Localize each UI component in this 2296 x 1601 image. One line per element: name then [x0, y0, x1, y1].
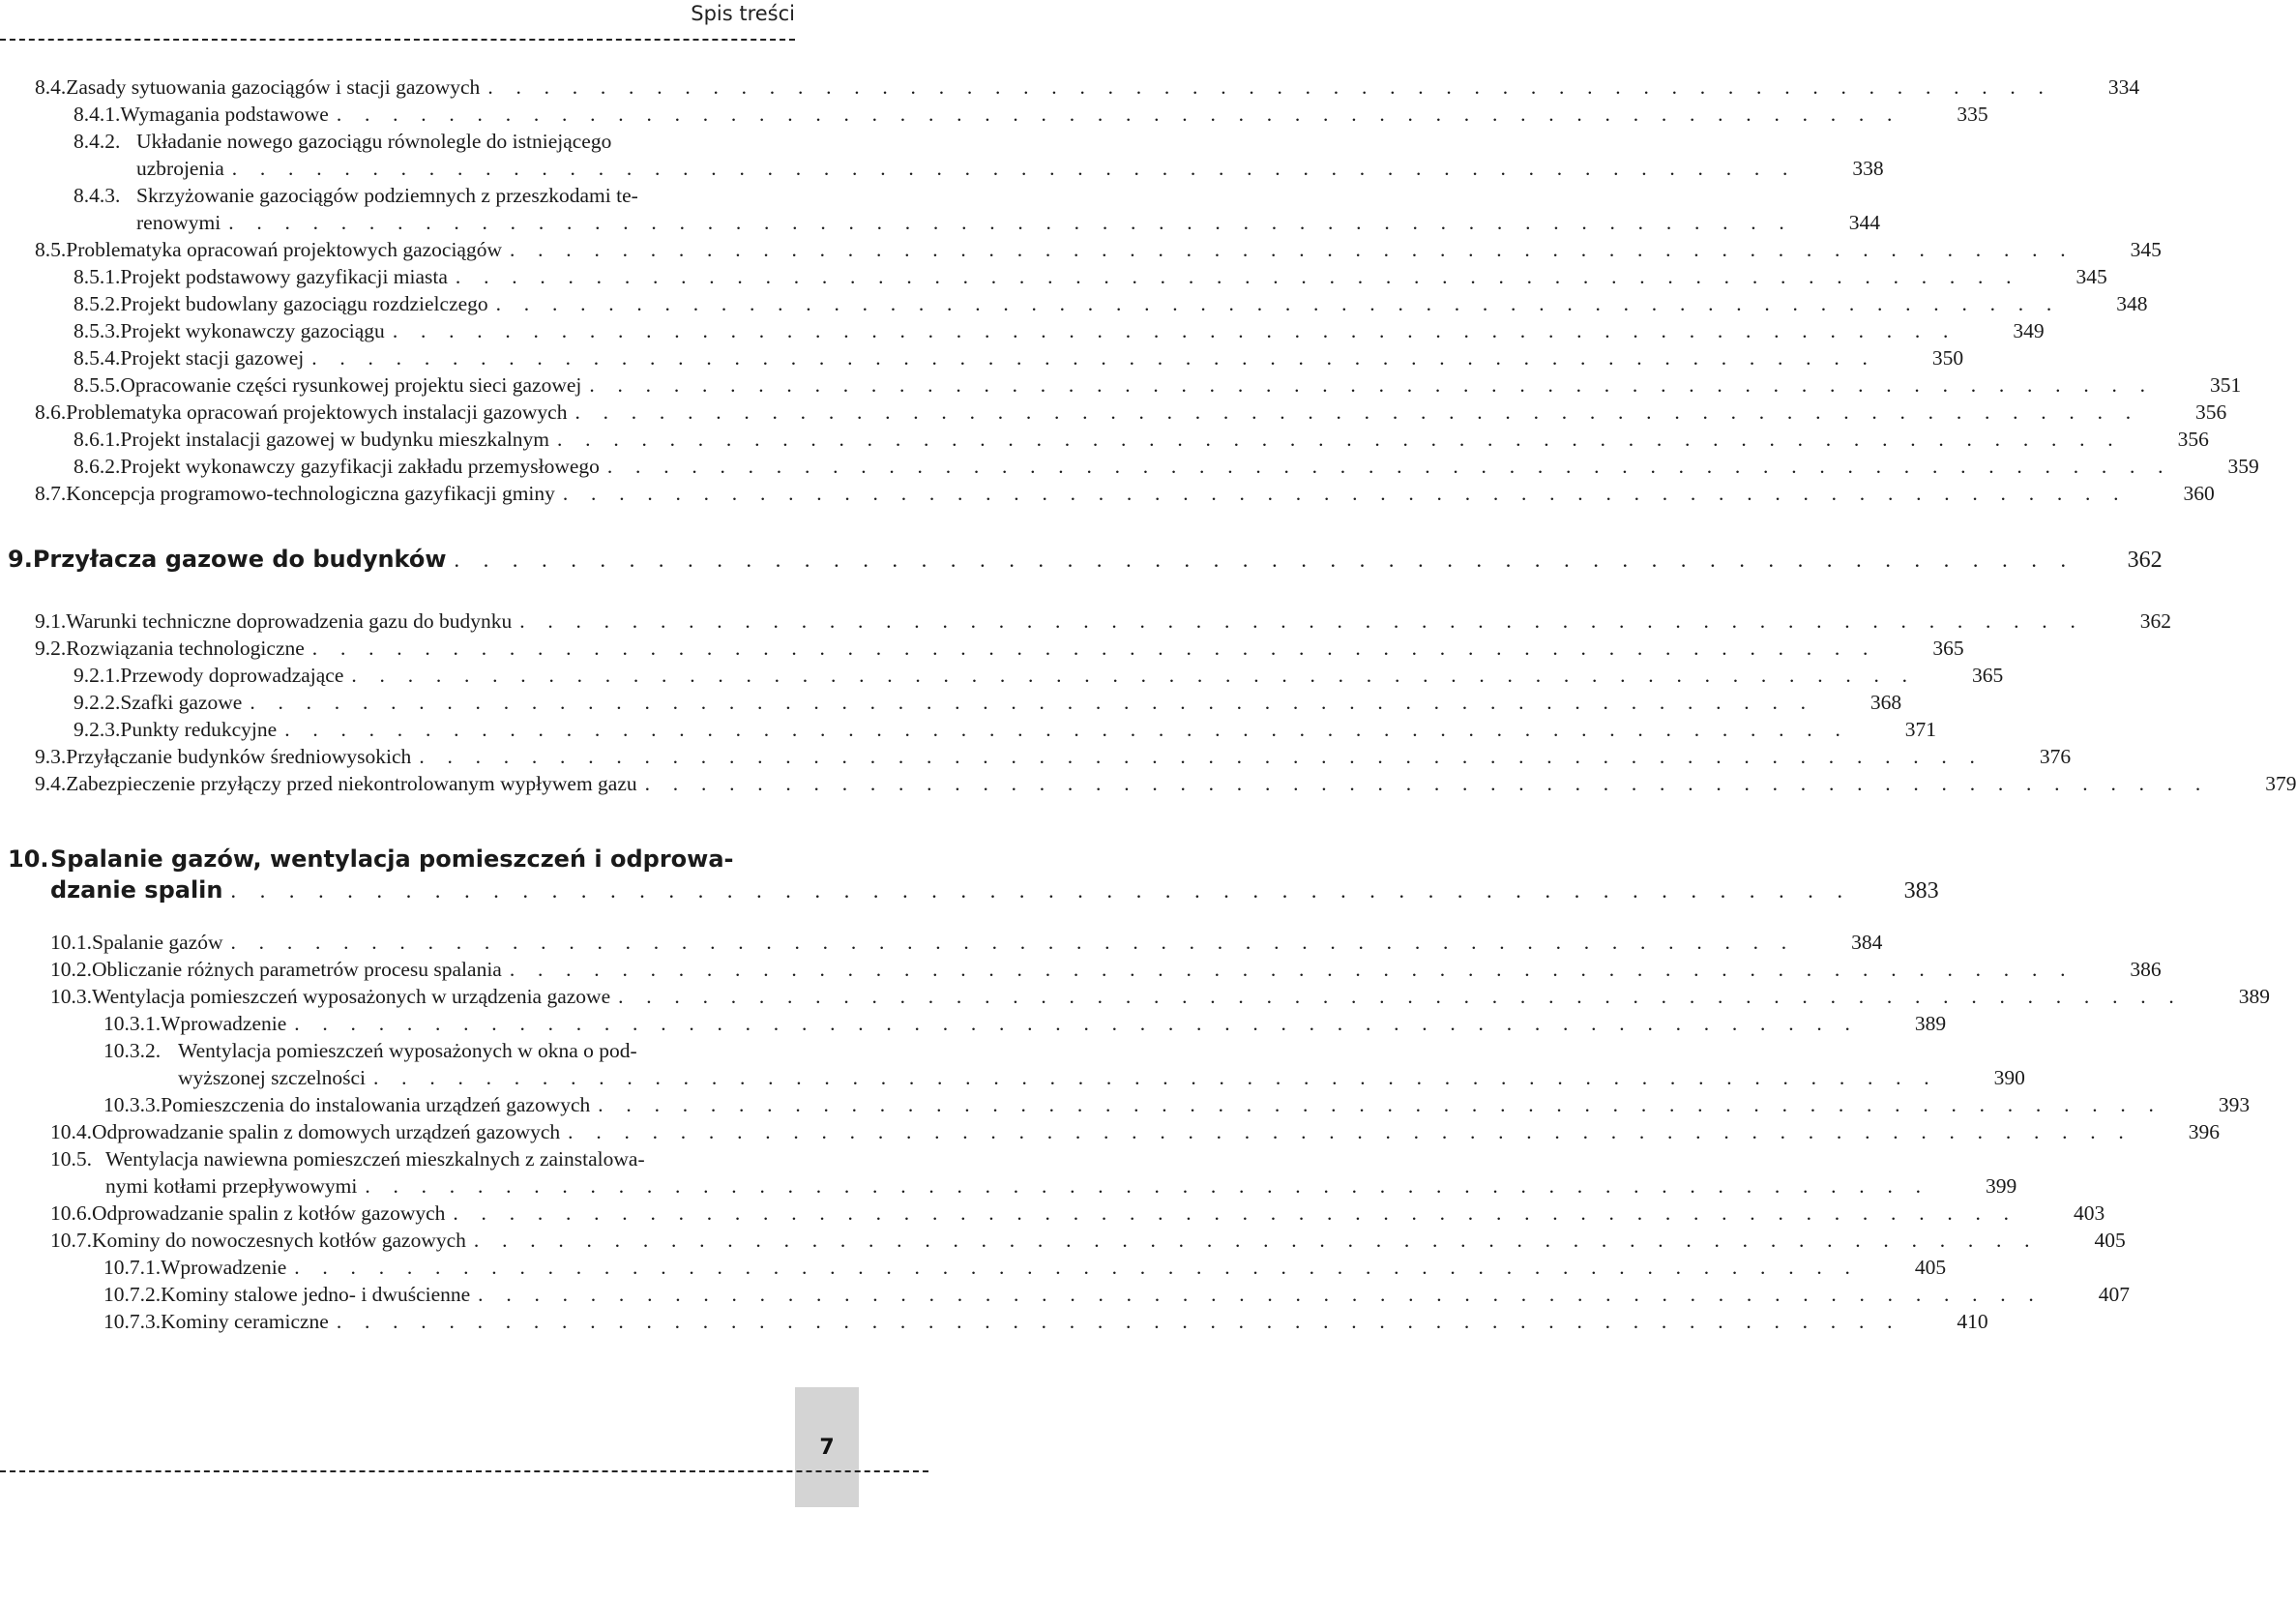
toc-entry [74, 689, 1902, 716]
toc-entry-title: Przewody doprowadzające [120, 664, 344, 687]
toc-entry-page: 396 [2188, 1120, 2220, 1143]
toc-entry [74, 716, 1937, 743]
toc-entry-number: 10.2. [50, 958, 92, 981]
toc-entry-title: Kominy do nowoczesnych kotłów gazowych [92, 1229, 466, 1252]
toc-dot-leader: . . . . . . . . . . . . . . . . . . . . . . . . . . . . . . . . . . . . . . . . . . . . . . . . . . . . . . . . [311, 637, 1877, 660]
toc-entry-title: Kominy stalowe jedno- i dwuścienne [161, 1283, 471, 1306]
toc-entry [50, 1145, 795, 1172]
page-header [0, 0, 928, 58]
toc-entry-page: 393 [2218, 1093, 2251, 1116]
toc-entry [35, 743, 2072, 770]
toc-entry-number: 10.4. [50, 1120, 92, 1143]
toc-entry [74, 426, 2209, 453]
toc-dot-leader: . . . . . . . . . . . . . . . . . . . . . . . . . . . . . . . . . . . . . . . . . . . . . . . . . . . . . . . . [230, 878, 1852, 903]
toc-entry [74, 317, 2045, 344]
toc-dot-leader: . . . . . . . . . . . . . . . . . . . . . . . . . . . . . . . . . . . . . . . . . . . . . . . . . . . . . . . . [562, 482, 2128, 505]
toc-dot-leader: . . . . . . . . . . . . . . . . . . . . . . . . . . . . . . . . . . . . . . . . . . . . . . . . . . . . . . . . [589, 373, 2155, 397]
toc-entry-page: 376 [2039, 745, 2072, 768]
toc-entry-page: 389 [1914, 1012, 1947, 1035]
toc-entry-number: 9.2.1. [74, 664, 121, 687]
toc-entry-page: 368 [1869, 691, 1902, 714]
toc-entry-continuation [136, 209, 1881, 236]
toc-entry-page: 335 [1957, 103, 1988, 126]
toc-dot-leader: . . . . . . . . . . . . . . . . . . . . . . . . . . . . . . . . . . . . . . . . . . . . . . . . . . . . . . . . [284, 718, 1850, 741]
toc-entry-title: renowymi [136, 211, 221, 234]
toc-dot-leader: . . . . . . . . . . . . . . . . . . . . . . . . . . . . . . . . . . . . . . . . . . . . . . . . . . . . . . . . [495, 292, 2061, 315]
toc-entry-number: 8.4.1. [74, 103, 121, 126]
toc-entry-number: 9.4. [35, 772, 67, 795]
toc-dot-leader: . . . . . . . . . . . . . . . . . . . . . . . . . . . . . . . . . . . . . . . . . . . . . . . . . . . . . . . . [294, 1256, 1860, 1279]
toc-entry [103, 1037, 795, 1064]
toc-entry [103, 1281, 2130, 1308]
toc-chapter-title: dzanie spalin [50, 876, 223, 904]
toc-entry [50, 983, 2270, 1010]
toc-entry [74, 371, 2242, 399]
toc-entry-page: 345 [2130, 238, 2162, 261]
toc-dot-leader: . . . . . . . . . . . . . . . . . . . . . . . . . . . . . . . . . . . . . . . . . . . . . . . . . . . . . . . . [336, 103, 1901, 126]
footer-dashed-rule [0, 1470, 928, 1472]
toc-entry-page: 386 [2130, 958, 2162, 981]
toc-chapter-title: Przyłacza gazowe do budynków [32, 546, 447, 573]
toc-entry-page: 399 [1985, 1174, 2017, 1198]
toc-entry-number: 10.3. [50, 985, 92, 1008]
toc-dot-leader: . . . . . . . . . . . . . . . . . . . . . . . . . . . . . . . . . . . . . . . . . . . . . . . . . . . . . . . . [598, 1093, 2164, 1116]
toc-entry-number: 8.5.1. [74, 265, 121, 288]
toc-entry-number: 10.7. [50, 1229, 92, 1252]
toc-entry [74, 662, 2004, 689]
toc-entry-number: 8.7. [35, 482, 67, 505]
toc-entry [74, 344, 1964, 371]
toc-dot-leader: . . . . . . . . . . . . . . . . . . . . . . . . . . . . . . . . . . . . . . . . . . . . . . . . . . . . . . . . [509, 958, 2075, 981]
toc-entry [35, 399, 2227, 426]
toc-dot-leader: . . . . . . . . . . . . . . . . . . . . . . . . . . . . . . . . . . . . . . . . . . . . . . . . . . . . . . . . [311, 346, 1877, 370]
toc-chapter-page: 362 [2127, 548, 2163, 573]
toc-entry-number: 10.7.3. [103, 1310, 162, 1333]
toc-entry-title: Odprowadzanie spalin z domowych urządzeń gazowych [92, 1120, 561, 1143]
toc-entry-number: 10.7.2. [103, 1283, 162, 1306]
toc-entry-title: Projekt wykonawczy gazociągu [120, 319, 385, 342]
toc-entry-title: Odprowadzanie spalin z kotłów gazowych [92, 1201, 446, 1225]
toc-entry-title: Pomieszczenia do instalowania urządzeń gazowych [161, 1093, 591, 1116]
toc-entry-title: Koncepcja programowo-technologiczna gazyfikacji gminy [66, 482, 555, 505]
toc-entry-title: Projekt budowlany gazociągu rozdzielczego [120, 292, 488, 315]
toc-entry-number: 8.5. [35, 238, 67, 261]
toc-entry-title: Projekt instalacji gazowej w budynku mieszkalnym [120, 428, 550, 451]
toc-dot-leader: . . . . . . . . . . . . . . . . . . . . . . . . . . . . . . . . . . . . . . . . . . . . . . . . . . . . . . . . [392, 319, 1957, 342]
toc-entry-number: 10.7.1. [103, 1256, 162, 1279]
toc-entry-number: 8.5.2. [74, 292, 121, 315]
toc-entry-continuation [136, 155, 1884, 182]
toc-entry-page: 407 [2098, 1283, 2130, 1306]
toc-entry-number: 8.4.2. [74, 130, 121, 153]
toc-entry-page: 359 [2227, 455, 2259, 478]
toc-entry [74, 101, 1988, 128]
toc-entry-number: 8.5.5. [74, 373, 121, 397]
toc-entry-title: Wymagania podstawowe [120, 103, 329, 126]
toc-entry-page: 351 [2209, 373, 2242, 397]
toc-dot-leader: . . . . . . . . . . . . . . . . . . . . . . . . . . . . . . . . . . . . . . . . . . . . . . . . . . . . . . . . [487, 75, 2053, 99]
toc-entry-page: 348 [2116, 292, 2148, 315]
toc-dot-leader: . . . . . . . . . . . . . . . . . . . . . . . . . . . . . . . . . . . . . . . . . . . . . . . . . . . . . . . . [568, 1120, 2133, 1143]
toc-entry-title: wyższonej szczelności [178, 1066, 367, 1089]
toc-entry [35, 236, 2162, 263]
toc-entry [103, 1308, 1988, 1335]
toc-entry-title: Skrzyżowanie gazociągów podziemnych z przeszkodami te- [136, 184, 638, 207]
running-title: Spis treści [691, 2, 795, 25]
toc-entry-page: 350 [1931, 346, 1964, 370]
toc-entry [103, 1254, 1947, 1281]
toc-entry-page: 384 [1851, 931, 1883, 954]
toc-entry-number: 10.1. [50, 931, 92, 954]
toc-dot-leader: . . . . . . . . . . . . . . . . . . . . . . . . . . . . . . . . . . . . . . . . . . . . . . . . . . . . . . . . [250, 691, 1815, 714]
toc-entry [74, 263, 2107, 290]
toc-entry-page: 356 [2177, 428, 2209, 451]
toc-entry-number: 10.3.2. [103, 1039, 162, 1062]
toc-entry [50, 1118, 2220, 1145]
header-dashed-rule [0, 39, 795, 41]
toc-dot-leader: . . . . . . . . . . . . . . . . . . . . . . . . . . . . . . . . . . . . . . . . . . . . . . . . . . . . . . . . [294, 1012, 1860, 1035]
toc-dot-leader: . . . . . . . . . . . . . . . . . . . . . . . . . . . . . . . . . . . . . . . . . . . . . . . . . . . . . . . . [419, 745, 1985, 768]
toc-entry-page: 371 [1904, 718, 1937, 741]
toc-entry-number: 8.4.3. [74, 184, 121, 207]
toc-entry-number: 10.6. [50, 1201, 92, 1225]
toc-entry-title: Opracowanie części rysunkowej projektu sieci gazowej [120, 373, 582, 397]
toc-entry-title: nymi kotłami przepływowymi [105, 1174, 358, 1198]
toc-entry [35, 480, 2215, 507]
toc-entry-page: 344 [1848, 211, 1881, 234]
toc-entry-page: 365 [1932, 637, 1964, 660]
toc-entry-title: Wentylacja nawiewna pomieszczeń mieszkalnych z zainstalowa- [105, 1147, 645, 1171]
toc-entry-title: Układanie nowego gazociągu równolegle do istniejącego [136, 130, 612, 153]
toc-entry-number: 9.1. [35, 609, 67, 633]
toc-entry-number: 10.3.3. [103, 1093, 162, 1116]
toc-entry [74, 290, 2148, 317]
toc-entry-title: Rozwiązania technologiczne [66, 637, 305, 660]
toc-dot-leader: . . . . . . . . . . . . . . . . . . . . . . . . . . . . . . . . . . . . . . . . . . . . . . . . . . . . . . . . [510, 238, 2075, 261]
toc-entry [50, 956, 2162, 983]
toc-dot-leader: . . . . . . . . . . . . . . . . . . . . . . . . . . . . . . . . . . . . . . . . . . . . . . . . . . . . . . . . [365, 1174, 1930, 1198]
toc-entry-page: 362 [2139, 609, 2172, 633]
toc-entry-number: 8.5.4. [74, 346, 121, 370]
toc-entry [74, 453, 2259, 480]
toc-dot-leader: . . . . . . . . . . . . . . . . . . . . . . . . . . . . . . . . . . . . . . . . . . . . . . . . . . . . . . . . [473, 1229, 2039, 1252]
toc-entry-number: 8.6.2. [74, 455, 121, 478]
toc-dot-leader: . . . . . . . . . . . . . . . . . . . . . . . . . . . . . . . . . . . . . . . . . . . . . . . . . . . . . . . . [455, 265, 2020, 288]
toc-entry-title: Problematyka opracowań projektowych instalacji gazowych [66, 400, 568, 424]
toc-entry-continuation [105, 1172, 2017, 1200]
toc-dot-leader: . . . . . . . . . . . . . . . . . . . . . . . . . . . . . . . . . . . . . . . . . . . . . . . . . . . . . . . . [618, 985, 2183, 1008]
toc-entry-title: Projekt podstawowy gazyfikacji miasta [120, 265, 448, 288]
page-number: 7 [819, 1436, 835, 1460]
toc-entry-number: 8.4. [35, 75, 67, 99]
toc-entry-page: 356 [2195, 400, 2227, 424]
toc-entry-title: uzbrojenia [136, 157, 224, 180]
toc-entry-title: Wentylacja pomieszczeń wyposażonych w urządzenia gazowe [92, 985, 611, 1008]
toc-entry [103, 1091, 2251, 1118]
toc-entry [74, 182, 795, 209]
toc-dot-leader: . . . . . . . . . . . . . . . . . . . . . . . . . . . . . . . . . . . . . . . . . . . . . . . . . . . . . . . . [230, 931, 1796, 954]
toc-entry-page: 405 [1914, 1256, 1947, 1279]
toc-entry-page: 405 [2094, 1229, 2126, 1252]
toc-entry-title: Wprowadzenie [161, 1012, 287, 1035]
toc-entry-title: Zasady sytuowania gazociągów i stacji gazowych [66, 75, 481, 99]
toc-chapter-page: 383 [1903, 878, 1939, 904]
toc-entry-number: 8.6. [35, 400, 67, 424]
toc-entry [50, 1227, 2126, 1254]
toc-entry-title: Spalanie gazów [92, 931, 223, 954]
toc-dot-leader: . . . . . . . . . . . . . . . . . . . . . . . . . . . . . . . . . . . . . . . . . . . . . . . . . . . . . . . . [644, 772, 2210, 795]
toc-entry-number: 9.3. [35, 745, 67, 768]
toc-entry-number: 10.3.1. [103, 1012, 162, 1035]
toc-entry [50, 929, 1883, 956]
toc-entry [103, 1010, 1947, 1037]
toc-entry-title: Projekt stacji gazowej [120, 346, 305, 370]
toc-entry-page: 345 [2075, 265, 2107, 288]
toc-entry-page: 338 [1852, 157, 1884, 180]
toc-dot-leader: . . . . . . . . . . . . . . . . . . . . . . . . . . . . . . . . . . . . . . . . . . . . . . . . . . . . . . . . [373, 1066, 1938, 1089]
toc-entry-number: 9.2. [35, 637, 67, 660]
toc-entry-number: 9.2.2. [74, 691, 121, 714]
toc-chapter-number: 10. [8, 845, 49, 873]
toc-entry-page: 379 [2265, 772, 2296, 795]
toc-entry [35, 770, 2296, 797]
toc-dot-leader: . . . . . . . . . . . . . . . . . . . . . . . . . . . . . . . . . . . . . . . . . . . . . . . . . . . . . . . . [453, 1201, 2018, 1225]
toc-entry [35, 635, 1964, 662]
toc-entry-page: 389 [2238, 985, 2270, 1008]
toc-entry [74, 128, 795, 155]
toc-entry [35, 74, 2140, 101]
toc-entry-title: Zabezpieczenie przyłączy przed niekontrolowanym wypływem gazu [66, 772, 637, 795]
toc-entry-page: 360 [2183, 482, 2215, 505]
toc-chapter-title: Spalanie gazów, wentylacja pomieszczeń i odprowa- [50, 845, 734, 873]
toc-entry-page: 410 [1957, 1310, 1988, 1333]
toc-entry [35, 608, 2172, 635]
toc-entry-title: Obliczanie różnych parametrów procesu spalania [92, 958, 502, 981]
toc-dot-leader: . . . . . . . . . . . . . . . . . . . . . . . . . . . . . . . . . . . . . . . . . . . . . . . . . . . . . . . . [478, 1283, 2043, 1306]
toc-entry-title: Przyłączanie budynków średniowysokich [66, 745, 412, 768]
toc-dot-leader: . . . . . . . . . . . . . . . . . . . . . . . . . . . . . . . . . . . . . . . . . . . . . . . . . . . . . . . . [574, 400, 2140, 424]
toc-dot-leader: . . . . . . . . . . . . . . . . . . . . . . . . . . . . . . . . . . . . . . . . . . . . . . . . . . . . . . . . [557, 428, 2122, 451]
toc-entry-page: 390 [1993, 1066, 2025, 1089]
toc-entry-title: Punkty redukcyjne [120, 718, 278, 741]
toc-entry-number: 8.6.1. [74, 428, 121, 451]
toc-entry-page: 334 [2107, 75, 2140, 99]
toc-chapter [8, 544, 2163, 576]
toc-entry-continuation [178, 1064, 2025, 1091]
toc-entry-title: Problematyka opracowań projektowych gazociągów [66, 238, 502, 261]
toc-entry-page: 365 [1971, 664, 2004, 687]
toc-dot-leader: . . . . . . . . . . . . . . . . . . . . . . . . . . . . . . . . . . . . . . . . . . . . . . . . . . . . . . . . [519, 609, 2085, 633]
toc-dot-leader: . . . . . . . . . . . . . . . . . . . . . . . . . . . . . . . . . . . . . . . . . . . . . . . . . . . . . . . . [454, 548, 2075, 572]
toc-entry-number: 9.2.3. [74, 718, 121, 741]
toc-entry-title: Kominy ceramiczne [161, 1310, 329, 1333]
toc-entry-title: Projekt wykonawczy gazyfikacji zakładu przemysłowego [120, 455, 600, 478]
toc-entry-title: Szafki gazowe [120, 691, 243, 714]
toc-entry-page: 349 [2013, 319, 2045, 342]
toc-entry-title: Wprowadzenie [161, 1256, 287, 1279]
toc-entry-page: 403 [2073, 1201, 2105, 1225]
toc-dot-leader: . . . . . . . . . . . . . . . . . . . . . . . . . . . . . . . . . . . . . . . . . . . . . . . . . . . . . . . . [351, 664, 1917, 687]
toc-chapter [8, 844, 795, 875]
toc-dot-leader: . . . . . . . . . . . . . . . . . . . . . . . . . . . . . . . . . . . . . . . . . . . . . . . . . . . . . . . . [336, 1310, 1901, 1333]
toc-entry-title: Wentylacja pomieszczeń wyposażonych w okna o pod- [178, 1039, 637, 1062]
toc-entry-number: 10.5. [50, 1147, 92, 1171]
toc-entry [50, 1200, 2105, 1227]
toc-dot-leader: . . . . . . . . . . . . . . . . . . . . . . . . . . . . . . . . . . . . . . . . . . . . . . . . . . . . . . . . [228, 211, 1794, 234]
toc-chapter-continuation [50, 875, 1939, 906]
toc-entry-title: Warunki techniczne doprowadzenia gazu do budynku [66, 609, 513, 633]
toc-entry-number: 8.5.3. [74, 319, 121, 342]
toc-dot-leader: . . . . . . . . . . . . . . . . . . . . . . . . . . . . . . . . . . . . . . . . . . . . . . . . . . . . . . . . [606, 455, 2172, 478]
toc-dot-leader: . . . . . . . . . . . . . . . . . . . . . . . . . . . . . . . . . . . . . . . . . . . . . . . . . . . . . . . . [231, 157, 1797, 180]
toc-chapter-number: 9. [8, 546, 33, 573]
